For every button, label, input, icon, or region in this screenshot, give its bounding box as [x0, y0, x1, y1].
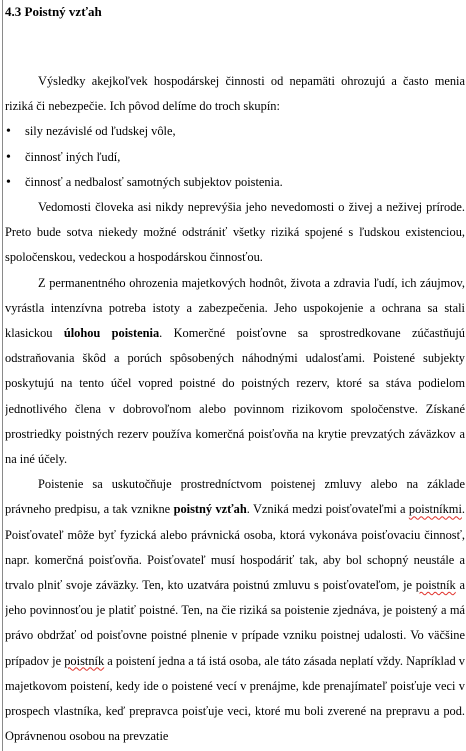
bold-term: úlohou poistenia: [63, 326, 160, 341]
list-item: • sily nezávislé od ľudskej vôle,: [5, 119, 465, 144]
text-run: . Poisťovateľ môže byť fyzická alebo právnická osoba, ktorá vykonáva poisťovaciu činnosť, napr. komerčná poisťovňa. Poisťovateľ musí hospodáriť tak, aby bol schopný neustále a trvalo plniť svoje záväzky. Ten, kto uzatvára poistnú zmluvu s poisťovateľom, je: [5, 502, 465, 593]
list-item: • činnosť a nedbalosť samotných subjektov poistenia.: [5, 170, 465, 195]
text-run: a poistení jedna a tá istá osoba, ale táto zásada neplatí vždy. Napríklad v majetkovom poistení, kedy ide o poistené vecí v prenájme, kde prenajímateľ poisťuje veci v prospech vlastníka, keď prepravca poisťuje veci, ktoré mu boli zverené na prepravu a pod. Oprávnenou osobou na prevzatie: [5, 653, 465, 744]
spellcheck-word[interactable]: poistník: [64, 653, 105, 668]
text-run: Z permanentného ohrozenia majetkových hodnôt, života a zdravia ľudí, ich záujmov, vyrástla intenzívna potreba istoty a zabezpečenia. Jeho uspokojenie a ochrana sa stali klasickou: [5, 275, 465, 341]
text-run: Poistenie sa uskutočňuje prostredníctvom poistenej zmluvy alebo na základe právneho predpisu, a tak vznikne: [5, 477, 465, 517]
text-run: . Komerčné poisťovne sa sprostredkovane zúčastňujú odstraňovania škôd a porúch spôsobených náhodnými udalosťami. Poistené subjekty poskytujú na tento účel vopred poistné do poistných rezerv, ktoré sa stáva podielom jednotlivého člena v dobrovoľnom alebo povinnom rizikovom spoločenstve. Získané prostriedky poistných rezerv používa komerčná poisťovňa na krytie prevzatých záväzkov a na iné účely.: [5, 326, 465, 467]
document-page: [5, 0, 465, 751]
paragraph-insurance-role: [5, 271, 465, 473]
paragraph-knowledge: Vedomosti človeka asi nikdy neprevýšia jeho nevedomosti o živej a neživej prírode. Preto bude sotva niekedy možné odstrániť všetky riziká spojené s ľudskou existenciou, spoločenskou, vedeckou a hospodárskou činnosťou.: [5, 200, 465, 265]
bold-term: poistný vzťah: [173, 502, 247, 517]
page-edge: [2, 0, 3, 751]
risk-groups-list: [5, 119, 465, 195]
spellcheck-word[interactable]: poistníkmi: [408, 502, 462, 517]
spellcheck-word[interactable]: poistník: [415, 578, 456, 593]
list-item: • činnosť iných ľudí,: [5, 145, 465, 170]
document-body: [5, 69, 465, 749]
paragraph-insurance-relation: [5, 472, 465, 749]
section-heading: 4.3 Poistný vzťah: [5, 4, 102, 19]
paragraph-intro: Výsledky akejkoľvek hospodárskej činnosti od nepamäti ohrozujú a často menia riziká či nebezpečie. Ich pôvod delíme do troch skupín:: [5, 74, 465, 114]
text-run: a jeho povinnosťou je platiť poistné. Ten, na čie riziká sa poistenie zjednáva, je poistený a má právo obdržať od poisťovne poistné plnenie v prípade vzniku poistnej udalosti. Vo väčšine prípadov je: [5, 578, 465, 668]
text-run: . Vzniká medzi poisťovateľmi a: [246, 502, 409, 517]
